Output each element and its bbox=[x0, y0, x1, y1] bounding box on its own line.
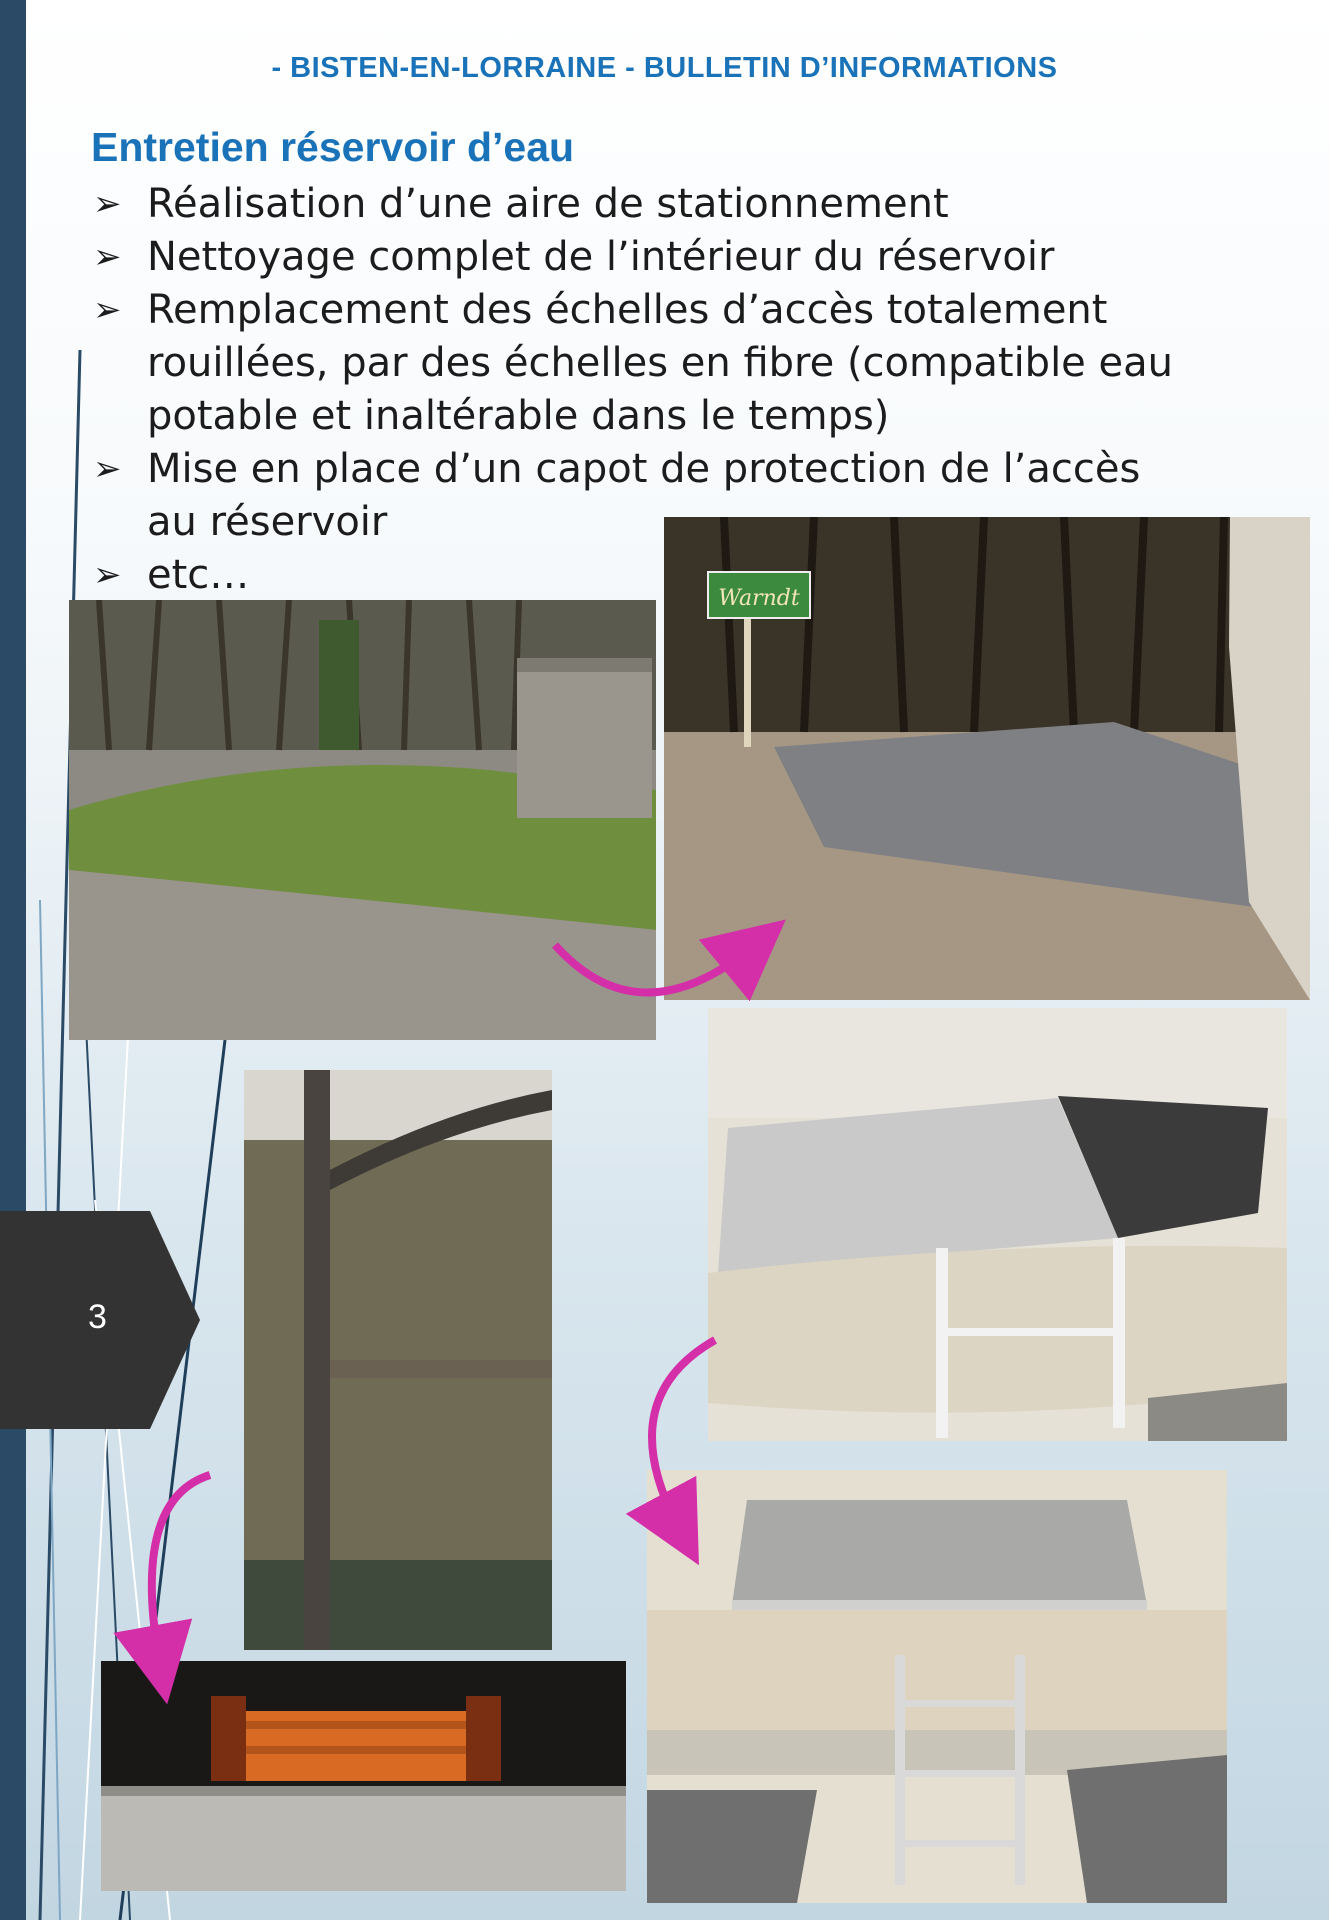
bulletin-header: - BISTEN-EN-LORRAINE - BULLETIN D’INFORMATIONS bbox=[271, 52, 1058, 84]
bullet-item: ➢ Remplacement des échelles d’accès totalement rouillées, par des échelles en fibre (compatible eau potable et inaltérable dans le temps) bbox=[91, 284, 1241, 443]
arrowhead-bullet-icon: ➢ bbox=[93, 555, 122, 595]
arrowhead-bullet-icon: ➢ bbox=[93, 237, 122, 277]
arrowhead-bullet-icon: ➢ bbox=[93, 184, 122, 224]
bullet-item: ➢ Mise en place d’un capot de protection de l’accès au réservoir bbox=[91, 443, 1147, 549]
bullet-item: ➢ Réalisation d’une aire de stationnement bbox=[91, 178, 1241, 231]
bullet-item: ➢ etc… bbox=[91, 549, 1241, 602]
photo-hatch-after bbox=[647, 1470, 1227, 1903]
photo-parking-after bbox=[664, 517, 1310, 1000]
warndt-sign-text: Warndt bbox=[718, 586, 800, 611]
photo-parking-before bbox=[69, 600, 656, 1040]
section-title: Entretien réservoir d’eau bbox=[91, 124, 575, 170]
bullet-item: ➢ Nettoyage complet de l’intérieur du réservoir bbox=[91, 231, 1241, 284]
arrowhead-bullet-icon: ➢ bbox=[93, 449, 122, 489]
photo-hatch-before bbox=[708, 1008, 1287, 1441]
photo-ladder-fiber bbox=[101, 1661, 626, 1891]
photo-ladder-rusty bbox=[244, 1070, 552, 1650]
arrowhead-bullet-icon: ➢ bbox=[93, 290, 122, 330]
page-number: 3 bbox=[88, 1298, 107, 1336]
